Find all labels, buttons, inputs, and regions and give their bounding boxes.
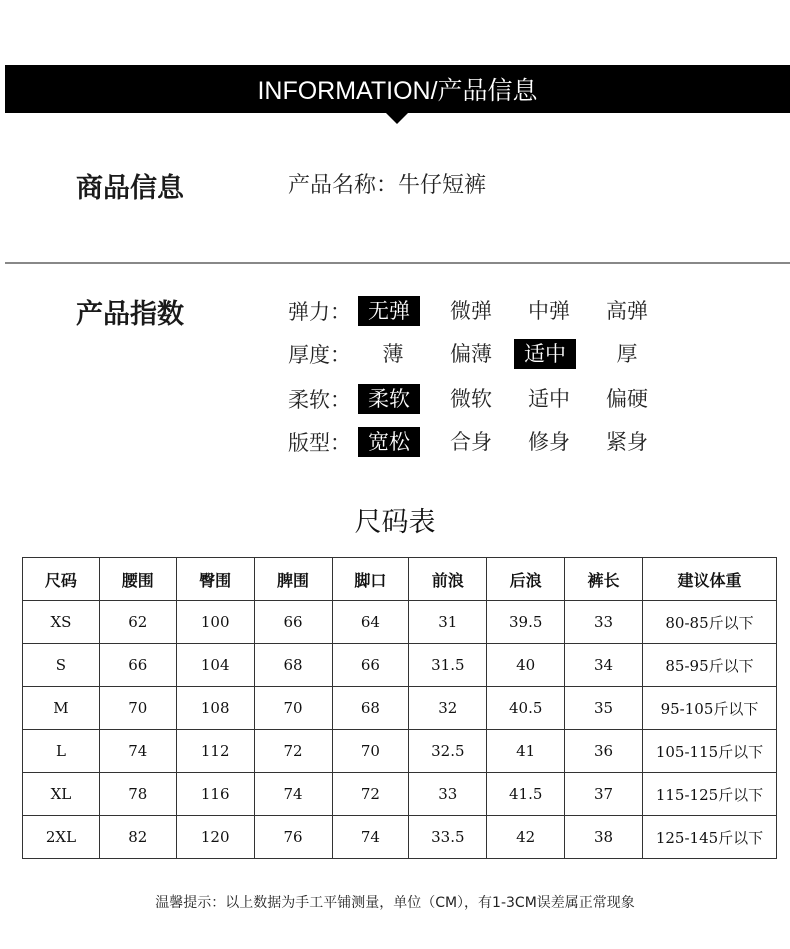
header-cell: 腰围 xyxy=(99,558,176,601)
table-cell: 95-105斤以下 xyxy=(643,687,777,730)
header-cell: 裤长 xyxy=(565,558,643,601)
table-row xyxy=(23,773,777,816)
table-cell: 108 xyxy=(176,687,254,730)
table-cell: 2XL xyxy=(23,816,100,859)
table-cell: 66 xyxy=(332,644,409,687)
attr-option: 微软 xyxy=(450,387,492,411)
table-cell: 80-85斤以下 xyxy=(643,601,777,644)
header-cell: 前浪 xyxy=(409,558,487,601)
table-cell: 74 xyxy=(254,773,332,816)
table-cell: 31 xyxy=(409,601,487,644)
table-cell: XS xyxy=(23,601,100,644)
table-cell: 42 xyxy=(487,816,565,859)
table-cell: 32 xyxy=(409,687,487,730)
table-cell: 70 xyxy=(332,730,409,773)
banner-title: INFORMATION/产品信息 xyxy=(257,77,538,105)
table-cell: 74 xyxy=(332,816,409,859)
table-cell: 115-125斤以下 xyxy=(643,773,777,816)
table-row xyxy=(23,816,777,859)
table-cell: 34 xyxy=(565,644,643,687)
table-cell: 64 xyxy=(332,601,409,644)
attr-option-selected: 适中 xyxy=(514,339,576,369)
attr-label: 厚度： xyxy=(288,343,351,367)
table-cell: 66 xyxy=(99,644,176,687)
attr-option: 高弹 xyxy=(606,299,648,323)
table-cell: 78 xyxy=(99,773,176,816)
header-cell: 尺码 xyxy=(23,558,100,601)
table-cell: 68 xyxy=(254,644,332,687)
table-cell: 35 xyxy=(565,687,643,730)
table-cell: 36 xyxy=(565,730,643,773)
attr-option-selected: 宽松 xyxy=(358,427,420,457)
table-cell: 85-95斤以下 xyxy=(643,644,777,687)
info-banner xyxy=(5,65,790,113)
table-header-row xyxy=(23,558,777,601)
attr-row-thickness xyxy=(288,337,668,371)
table-cell: 40.5 xyxy=(487,687,565,730)
table-cell: XL xyxy=(23,773,100,816)
attr-label: 弹力： xyxy=(288,300,351,324)
table-cell: 38 xyxy=(565,816,643,859)
table-cell: 74 xyxy=(99,730,176,773)
table-cell: 37 xyxy=(565,773,643,816)
attr-option-selected: 柔软 xyxy=(358,384,420,414)
table-cell: 72 xyxy=(332,773,409,816)
table-cell: 31.5 xyxy=(409,644,487,687)
table-cell: S xyxy=(23,644,100,687)
footnote: 温馨提示：以上数据为手工平铺测量，单位（CM），有1-3CM误差属正常现象 xyxy=(155,895,635,911)
table-cell: 82 xyxy=(99,816,176,859)
size-table-title: 尺码表 xyxy=(354,507,436,538)
product-index-heading: 产品指数 xyxy=(76,299,184,330)
table-cell: 116 xyxy=(176,773,254,816)
attr-option: 微弹 xyxy=(450,299,492,323)
header-cell: 臀围 xyxy=(176,558,254,601)
attr-option: 厚 xyxy=(616,342,638,366)
table-row xyxy=(23,730,777,773)
attr-option-selected: 无弹 xyxy=(358,296,420,326)
table-cell: 32.5 xyxy=(409,730,487,773)
table-cell: 70 xyxy=(99,687,176,730)
section-divider xyxy=(5,262,790,264)
table-cell: 62 xyxy=(99,601,176,644)
attr-option: 薄 xyxy=(382,342,404,366)
table-row xyxy=(23,644,777,687)
attr-label: 版型： xyxy=(288,431,351,455)
table-cell: 41 xyxy=(487,730,565,773)
table-cell: 112 xyxy=(176,730,254,773)
table-row xyxy=(23,687,777,730)
banner-arrow-icon xyxy=(386,113,408,124)
table-cell: 33 xyxy=(565,601,643,644)
table-cell: 105-115斤以下 xyxy=(643,730,777,773)
attr-row-fit xyxy=(288,425,668,459)
table-cell: 120 xyxy=(176,816,254,859)
attr-option: 偏硬 xyxy=(606,387,648,411)
attr-label: 柔软： xyxy=(288,388,351,412)
table-cell: 72 xyxy=(254,730,332,773)
attr-option: 适中 xyxy=(528,387,570,411)
header-cell: 脾围 xyxy=(254,558,332,601)
table-cell: 68 xyxy=(332,687,409,730)
table-cell: M xyxy=(23,687,100,730)
size-table xyxy=(22,557,777,859)
attr-option: 中弹 xyxy=(528,299,570,323)
attr-row-elasticity xyxy=(288,294,668,328)
table-cell: 76 xyxy=(254,816,332,859)
header-cell: 脚口 xyxy=(332,558,409,601)
attr-option: 合身 xyxy=(450,430,492,454)
attr-option: 紧身 xyxy=(606,430,648,454)
table-cell: 70 xyxy=(254,687,332,730)
table-cell: L xyxy=(23,730,100,773)
product-name: 产品名称：牛仔短裤 xyxy=(288,173,487,198)
table-cell: 33.5 xyxy=(409,816,487,859)
table-cell: 104 xyxy=(176,644,254,687)
attr-option: 修身 xyxy=(528,430,570,454)
header-cell: 后浪 xyxy=(487,558,565,601)
table-cell: 125-145斤以下 xyxy=(643,816,777,859)
header-cell: 建议体重 xyxy=(643,558,777,601)
product-info-heading: 商品信息 xyxy=(76,173,184,204)
table-cell: 41.5 xyxy=(487,773,565,816)
attr-row-softness xyxy=(288,382,668,416)
table-row xyxy=(23,601,777,644)
table-cell: 66 xyxy=(254,601,332,644)
table-cell: 100 xyxy=(176,601,254,644)
table-cell: 33 xyxy=(409,773,487,816)
attr-option: 偏薄 xyxy=(450,342,492,366)
table-cell: 39.5 xyxy=(487,601,565,644)
table-cell: 40 xyxy=(487,644,565,687)
